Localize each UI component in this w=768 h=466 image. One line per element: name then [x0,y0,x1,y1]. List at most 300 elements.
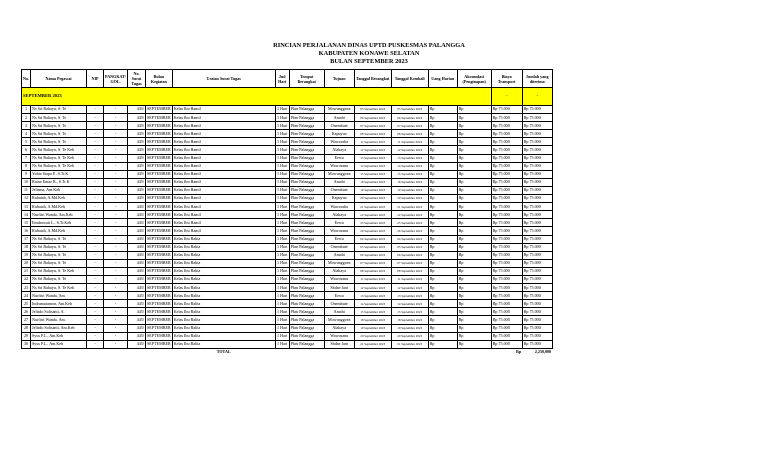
accommodation-cell: Rp [457,195,491,203]
amount-received: Rp 75.000 [522,195,552,203]
departure-date: 07 September 2023 [354,259,391,267]
table-row [22,332,553,340]
daily-allowance: Rp [428,308,457,316]
daily-allowance: Rp [428,114,457,122]
table-row [22,219,553,227]
month-cell: SEPTEMBER [146,275,173,283]
table-row [22,154,553,162]
employee-name: Ns Sri Rahayu, S. Te Keb [31,284,87,292]
table-row [22,300,553,308]
departure-date: 15 September 2023 [354,308,391,316]
accommodation-cell: Rp [457,243,491,251]
departure-place: Pkm Palangga [289,162,324,170]
amount-received: Rp 75.000 [522,130,552,138]
return-date: 04 September 2023 [391,235,428,243]
month-cell: SEPTEMBER [146,130,173,138]
accommodation-cell: Rp [457,292,491,300]
departure-date: 08 September 2023 [354,267,391,275]
accommodation-cell: Rp [457,114,491,122]
nip-cell: - [87,186,104,194]
transport-cost: Rp 75.000 [491,106,522,114]
rank-cell: - [104,267,128,275]
departure-place: Pkm Palangga [289,203,324,211]
return-date: 25 September 2023 [391,219,428,227]
destination-cell: Eewa [324,235,354,243]
amount-received: Rp 75.000 [522,308,552,316]
accommodation-cell: Rp [457,227,491,235]
departure-date: 08 September 2023 [354,130,391,138]
departure-date: 18 September 2023 [354,316,391,324]
amount-received: Rp 75.000 [522,292,552,300]
employee-name: Indramutamon, Am.Keb [31,300,87,308]
nip-cell: - [87,284,104,292]
table-row [22,267,553,275]
table-row [22,259,553,267]
rank-cell: - [104,211,128,219]
rank-cell: - [104,186,128,194]
rank-cell: - [104,243,128,251]
letter-number: 445/ [128,178,146,186]
amount-received: Rp 75.000 [522,284,552,292]
month-cell: SEPTEMBER [146,259,173,267]
destination-cell: Alakaya [324,267,354,275]
section-dash: - [522,88,552,106]
month-cell: SEPTEMBER [146,284,173,292]
employee-name: Ruhaiah, A.Md.Keb [31,203,87,211]
task-description: Kelas Ibu Hamil [172,138,275,146]
letter-number: 445/ [128,219,146,227]
employee-name: Ns Sri Rahayu, S. Te [31,259,87,267]
employee-name: Syus P.L., Am.Keb [31,332,87,340]
destination-cell: Mowunggoea [324,316,354,324]
accommodation-cell: Rp [457,186,491,194]
nip-cell: - [87,195,104,203]
month-cell: SEPTEMBER [146,186,173,194]
letter-number: 445/ [128,227,146,235]
departure-date: 26 September 2023 [354,227,391,235]
row-number: 2 [22,114,31,122]
table-row [22,178,553,186]
task-description: Kelas Ibu Balita [172,332,275,340]
row-number: 19 [22,251,31,259]
letter-number: 445/ [128,284,146,292]
return-date: 22 September 2023 [391,211,428,219]
letter-number: 445/ [128,114,146,122]
month-cell: SEPTEMBER [146,292,173,300]
destination-cell: Wawosanu [324,332,354,340]
return-date: 21 September 2023 [391,203,428,211]
employee-name: Ns Sri Rahayu, S. Te [31,130,87,138]
task-description: Kelas Ibu Hamil [172,114,275,122]
transport-cost: Rp 75.000 [491,178,522,186]
departure-date: 11 September 2023 [354,275,391,283]
table-row [22,251,553,259]
row-number: 17 [22,235,31,243]
task-description: Kelas Ibu Hamil [172,106,275,114]
nip-cell: - [87,259,104,267]
days-cell: 1 Hari [275,122,289,130]
amount-received: Rp 75.000 [522,186,552,194]
days-cell: 1 Hari [275,154,289,162]
destination-cell: Waworaha [324,138,354,146]
task-description: Kelas Ibu Hamil [172,227,275,235]
month-cell: SEPTEMBER [146,324,173,332]
destination-cell: Amahi [324,308,354,316]
return-date: 08 September 2023 [391,267,428,275]
amount-received: Rp 75.000 [522,235,552,243]
amount-received: Rp 75.000 [522,259,552,267]
letter-number: 445/ [128,186,146,194]
table-row [22,122,553,130]
row-number: 21 [22,267,31,275]
amount-received: Rp 75.000 [522,170,552,178]
return-date: 05 September 2023 [391,106,428,114]
row-number: 15 [22,219,31,227]
nip-cell: - [87,340,104,348]
departure-place: Pkm Palangga [289,170,324,178]
row-number: 14 [22,211,31,219]
departure-place: Pkm Palangga [289,106,324,114]
column-header: Biaya Transport [491,70,522,88]
daily-allowance: Rp [428,267,457,275]
return-date: 05 September 2023 [391,243,428,251]
row-number: 26 [22,308,31,316]
transport-cost: Rp 75.000 [491,146,522,154]
destination-cell: Mowunggoea [324,106,354,114]
destination-cell: Onembute [324,243,354,251]
accommodation-cell: Rp [457,259,491,267]
letter-number: 445/ [128,324,146,332]
column-header: PANGKAT/ GOL. [104,70,128,88]
departure-date: 12 September 2023 [354,146,391,154]
employee-name: Ns Sri Rahayu, S. Te [31,138,87,146]
column-header: Akomodasi (Penginapan) [457,70,491,88]
table-row [22,292,553,300]
amount-received: Rp 75.000 [522,138,552,146]
departure-date: 25 September 2023 [354,219,391,227]
task-description: Kelas Ibu Balita [172,243,275,251]
amount-received: Rp 75.000 [522,227,552,235]
nip-cell: - [87,300,104,308]
column-header: Bulan Kegiatan [146,70,173,88]
task-description: Kelas Ibu Hamil [172,122,275,130]
rank-cell: - [104,340,128,348]
departure-date: 13 September 2023 [354,292,391,300]
month-cell: SEPTEMBER [146,243,173,251]
section-row [22,88,553,106]
transport-cost: Rp 75.000 [491,186,522,194]
nip-cell: - [87,178,104,186]
rank-cell: - [104,114,128,122]
accommodation-cell: Rp [457,300,491,308]
rank-cell: - [104,259,128,267]
transport-cost: Rp 75.000 [491,267,522,275]
days-cell: 1 Hari [275,292,289,300]
nip-cell: - [87,146,104,154]
days-cell: 1 Hari [275,316,289,324]
column-header: Tanggal Kembali [391,70,428,88]
amount-received: Rp 75.000 [522,162,552,170]
task-description: Kelas Ibu Balita [172,267,275,275]
table-row [22,324,553,332]
daily-allowance: Rp [428,227,457,235]
departure-place: Pkm Palangga [289,251,324,259]
days-cell: 1 Hari [275,308,289,316]
destination-cell: Amahi [324,251,354,259]
task-description: Kelas Ibu Balita [172,275,275,283]
column-header: Uraian Surat Tugas [172,70,275,88]
table-row [22,308,553,316]
month-cell: SEPTEMBER [146,154,173,162]
destination-cell: Wawosanu [324,227,354,235]
month-cell: SEPTEMBER [146,316,173,324]
departure-place: Pkm Palangga [289,178,324,186]
row-number: 4 [22,130,31,138]
amount-received: Rp 75.000 [522,154,552,162]
task-description: Kelas Ibu Hamil [172,178,275,186]
departure-place: Pkm Palangga [289,267,324,275]
month-cell: SEPTEMBER [146,235,173,243]
destination-cell: Alakaya [324,324,354,332]
transport-cost: Rp 75.000 [491,227,522,235]
days-cell: 1 Hari [275,162,289,170]
row-number: 30 [22,340,31,348]
letter-number: 445/ [128,211,146,219]
month-cell: SEPTEMBER [146,267,173,275]
rank-cell: - [104,284,128,292]
task-description: Kelas Ibu Balita [172,340,275,348]
letter-number: 445/ [128,292,146,300]
daily-allowance: Rp [428,332,457,340]
departure-place: Pkm Palangga [289,146,324,154]
month-cell: SEPTEMBER [146,251,173,259]
rank-cell: - [104,154,128,162]
table-row [22,162,553,170]
rank-cell: - [104,203,128,211]
letter-number: 445/ [128,130,146,138]
nip-cell: - [87,227,104,235]
rank-cell: - [104,219,128,227]
row-number: 11 [22,186,31,194]
task-description: Kelas Ibu Hamil [172,170,275,178]
accommodation-cell: Rp [457,138,491,146]
destination-cell: Amahi [324,114,354,122]
destination-cell: Alakaya [324,146,354,154]
return-date: 06 September 2023 [391,114,428,122]
return-date: 18 September 2023 [391,316,428,324]
total-row [22,348,553,356]
days-cell: 1 Hari [275,243,289,251]
amount-received: Rp 75.000 [522,275,552,283]
return-date: 19 September 2023 [391,186,428,194]
row-number: 1 [22,106,31,114]
task-description: Kelas Ibu Balita [172,259,275,267]
departure-place: Pkm Palangga [289,243,324,251]
nip-cell: - [87,170,104,178]
daily-allowance: Rp [428,186,457,194]
nip-cell: - [87,251,104,259]
days-cell: 1 Hari [275,275,289,283]
task-description: Kelas Ibu Hamil [172,203,275,211]
letter-number: 445/ [128,170,146,178]
accommodation-cell: Rp [457,316,491,324]
letter-number: 445/ [128,275,146,283]
employee-name: Ns Sri Rahayu, S. Te [31,251,87,259]
month-cell: SEPTEMBER [146,203,173,211]
transport-cost: Rp 75.000 [491,114,522,122]
title-line-1: RINCIAN PERJALANAN DINAS UPTD PUSKESMAS PALANGGA [273,42,465,49]
daily-allowance: Rp [428,203,457,211]
month-cell: SEPTEMBER [146,300,173,308]
accommodation-cell: Rp [457,235,491,243]
employee-name: Ns Sri Rahayu, S. Te Keb [31,146,87,154]
amount-received: Rp 75.000 [522,219,552,227]
departure-date: 11 September 2023 [354,138,391,146]
nip-cell: - [87,138,104,146]
daily-allowance: Rp [428,162,457,170]
transport-cost: Rp 75.000 [491,259,522,267]
accommodation-cell: Rp [457,267,491,275]
departure-place: Pkm Palangga [289,275,324,283]
table-row [22,235,553,243]
table-row [22,138,553,146]
nip-cell: - [87,267,104,275]
letter-number: 445/ [128,106,146,114]
departure-date: 15 September 2023 [354,170,391,178]
task-description: Kelas Ibu Balita [172,235,275,243]
days-cell: 1 Hari [275,211,289,219]
table-header-row [22,70,553,88]
rank-cell: - [104,130,128,138]
employee-name: Nurfitri Wanda, Am. [31,316,87,324]
daily-allowance: Rp [428,316,457,324]
return-date: 06 September 2023 [391,251,428,259]
amount-received: Rp 75.000 [522,243,552,251]
task-description: Kelas Ibu Hamil [172,154,275,162]
departure-place: Pkm Palangga [289,114,324,122]
letter-number: 445/ [128,300,146,308]
transport-cost: Rp 75.000 [491,284,522,292]
table-row [22,146,553,154]
rank-cell: - [104,146,128,154]
days-cell: 1 Hari [275,106,289,114]
destination-cell: Mowunggoea [324,259,354,267]
amount-received: Rp 75.000 [522,340,552,348]
days-cell: 1 Hari [275,130,289,138]
return-date: 14 September 2023 [391,300,428,308]
nip-cell: - [87,211,104,219]
amount-received: Rp 75.000 [522,316,552,324]
letter-number: 445/ [128,146,146,154]
table-row [22,203,553,211]
task-description: Kelas Ibu Balita [172,324,275,332]
amount-received: Rp 75.000 [522,178,552,186]
employee-name: Syus P.L., Am.Keb [31,340,87,348]
transport-cost: Rp 75.000 [491,292,522,300]
rank-cell: - [104,178,128,186]
task-description: Kelas Ibu Hamil [172,195,275,203]
row-number: 23 [22,284,31,292]
departure-place: Pkm Palangga [289,332,324,340]
destination-cell: Wawosanu [324,275,354,283]
accommodation-cell: Rp [457,219,491,227]
destination-cell: Amahi [324,178,354,186]
destination-cell: Wawosanu [324,162,354,170]
departure-date: 20 September 2023 [354,332,391,340]
accommodation-cell: Rp [457,308,491,316]
destination-cell: Sbdae Jani [324,284,354,292]
days-cell: 1 Hari [275,195,289,203]
section-dash: - [491,88,522,106]
column-header: NIP [87,70,104,88]
destination-cell: Eewa [324,154,354,162]
transport-cost: Rp 75.000 [491,195,522,203]
daily-allowance: Rp [428,106,457,114]
return-date: 13 September 2023 [391,154,428,162]
month-cell: SEPTEMBER [146,170,173,178]
nip-cell: - [87,203,104,211]
accommodation-cell: Rp [457,154,491,162]
rank-cell: - [104,308,128,316]
departure-date: 13 September 2023 [354,154,391,162]
nip-cell: - [87,292,104,300]
daily-allowance: Rp [428,340,457,348]
departure-place: Pkm Palangga [289,195,324,203]
report-title [0,42,768,66]
employee-name: Ns Sri Rahayu, S. Te [31,275,87,283]
departure-date: 20 September 2023 [354,195,391,203]
days-cell: 1 Hari [275,186,289,194]
rank-cell: - [104,106,128,114]
month-cell: SEPTEMBER [146,178,173,186]
table-row [22,243,553,251]
amount-received: Rp 75.000 [522,203,552,211]
table-row [22,227,553,235]
rank-cell: - [104,195,128,203]
departure-place: Pkm Palangga [289,316,324,324]
return-date: 19 September 2023 [391,324,428,332]
departure-date: 21 September 2023 [354,340,391,348]
month-cell: SEPTEMBER [146,211,173,219]
nip-cell: - [87,308,104,316]
days-cell: 1 Hari [275,332,289,340]
employee-name: Ns Sri Rahayu, S. Te [31,243,87,251]
return-date: 11 September 2023 [391,275,428,283]
departure-date: 14 September 2023 [354,162,391,170]
transport-cost: Rp 75.000 [491,219,522,227]
transport-cost: Rp 75.000 [491,316,522,324]
task-description: Kelas Ibu Balita [172,316,275,324]
month-cell: SEPTEMBER [146,138,173,146]
daily-allowance: Rp [428,195,457,203]
transport-cost: Rp 75.000 [491,203,522,211]
amount-received: Rp 75.000 [522,106,552,114]
accommodation-cell: Rp [457,340,491,348]
nip-cell: - [87,324,104,332]
daily-allowance: Rp [428,211,457,219]
accommodation-cell: Rp [457,162,491,170]
task-description: Kelas Ibu Balita [172,284,275,292]
destination-cell: Mowunggoea [324,170,354,178]
destination-cell: Eewa [324,292,354,300]
row-number: 5 [22,138,31,146]
accommodation-cell: Rp [457,178,491,186]
rank-cell: - [104,227,128,235]
rank-cell: - [104,251,128,259]
total-amount: 2,250,000 [534,349,552,355]
rank-cell: - [104,300,128,308]
employee-name: Nurfitri Wanda, Am. [31,292,87,300]
